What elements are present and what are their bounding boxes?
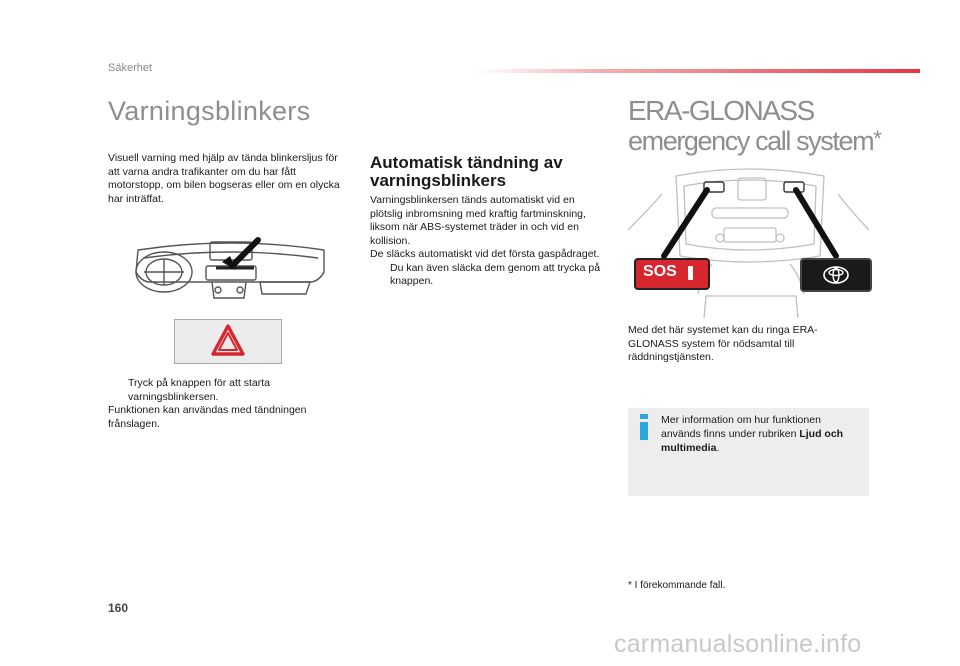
toyota-logo-icon xyxy=(802,260,870,290)
title-line2: emergency call system xyxy=(628,126,874,156)
hazard-warning-icon xyxy=(175,320,281,363)
bullet-item xyxy=(370,262,610,289)
sos-label: SOS xyxy=(643,263,677,280)
bullet-mark xyxy=(108,377,128,404)
info-box xyxy=(628,408,869,496)
info-link-label: Ljud och multimedia xyxy=(661,428,844,454)
hazard-button-panel xyxy=(174,319,282,364)
overhead-console-illustration xyxy=(628,164,869,318)
title-star: * xyxy=(873,126,882,151)
assistance-button xyxy=(800,258,872,292)
page-title: Varningsblinkers xyxy=(108,96,311,126)
info-text-pre: Mer information om hur funktionen används finns under rubriken xyxy=(661,414,821,440)
era-glonass-title xyxy=(628,96,882,156)
bullet-text: Tryck på knappen för att starta varningsblinkersen. xyxy=(128,377,271,403)
section-heading: Automatisk tändning av varningsblinkers xyxy=(370,153,563,190)
watermark: carmanualsonline.info xyxy=(614,630,862,658)
auto-hazard-text xyxy=(370,194,610,289)
info-text xyxy=(661,413,861,455)
bullet-item xyxy=(108,377,348,404)
section-title: Säkerhet xyxy=(108,62,153,74)
bullet-text: Du kan även släcka dem genom att trycka på knappen. xyxy=(390,261,601,287)
era-text: Med det här systemet kan du ringa ERA-GLONASS system för nödsamtal till räddningstjänsten. xyxy=(628,324,818,363)
intro-text: Visuell varning med hjälp av tända blinkersljus för att varna andra trafikanter om du har fått motorstopp, om bilen bogseras eller om en olycka har inträffat. xyxy=(108,152,340,205)
note-text: Funktionen kan användas med tändningen frånslagen. xyxy=(108,404,307,430)
paragraph: Varningsblinkersen tänds automatiskt vid en plötslig inbromsning med kraftig fartminskning, liksom när ABS-systemet träder in och vid en kollision. xyxy=(370,194,586,247)
sos-indicator xyxy=(688,266,693,280)
left-instructions xyxy=(108,377,348,431)
paragraph: De släcks automatiskt vid det första gaspådraget. xyxy=(370,248,600,260)
page-number: 160 xyxy=(108,601,129,615)
title-line1: ERA-GLONASS xyxy=(628,95,814,126)
info-text-post: . xyxy=(716,442,720,454)
bullet-mark xyxy=(370,262,390,289)
footnote: * I förekommande fall. xyxy=(628,580,726,591)
info-icon xyxy=(637,414,651,440)
header-rule xyxy=(480,69,920,73)
sos-button-icon xyxy=(634,258,710,290)
dashboard-illustration xyxy=(130,232,330,312)
